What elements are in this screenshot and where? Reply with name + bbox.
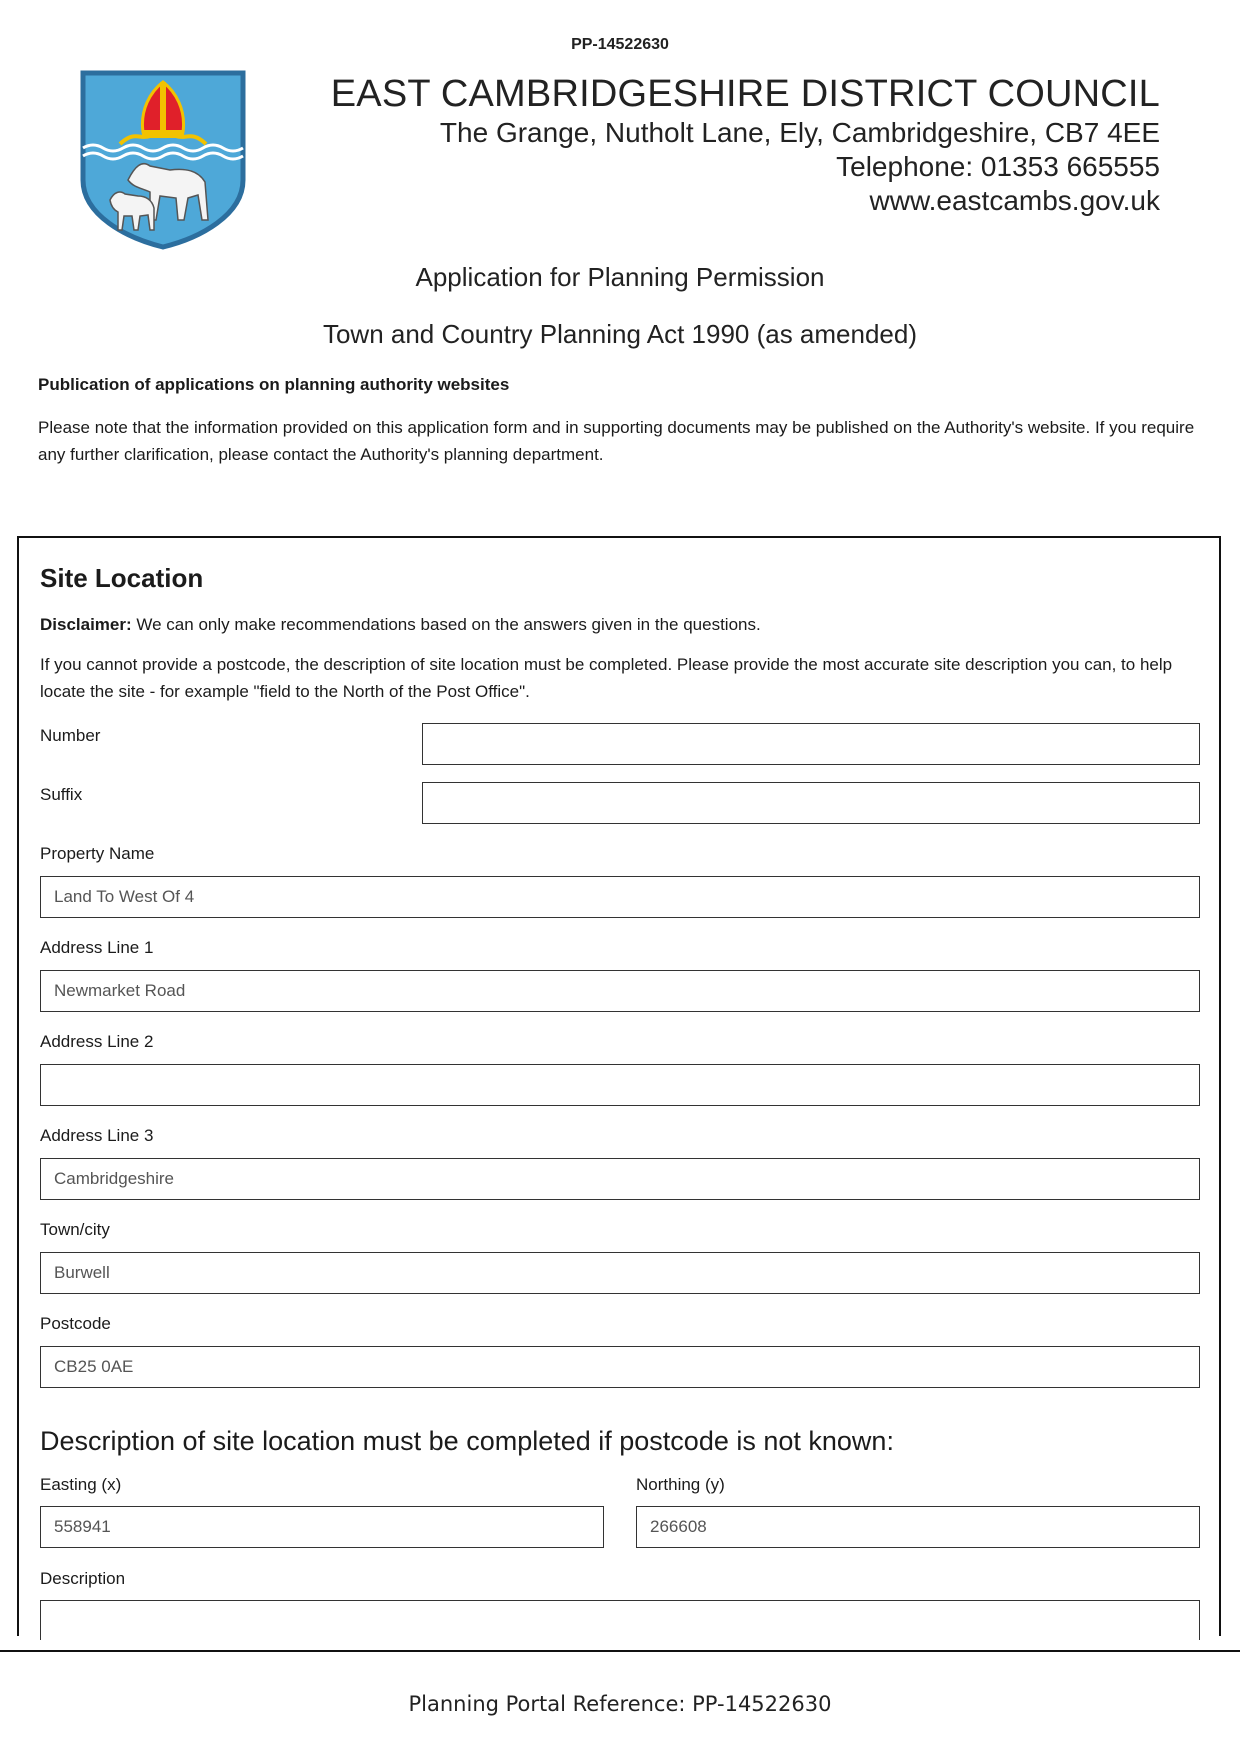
disclaimer-label: Disclaimer: bbox=[40, 615, 132, 634]
footer-reference: Planning Portal Reference: PP-14522630 bbox=[408, 1692, 832, 1716]
number-label: Number bbox=[40, 726, 101, 745]
council-address: The Grange, Nutholt Lane, Ely, Cambridgeshire, CB7 4EE bbox=[439, 117, 1160, 148]
council-telephone: Telephone: 01353 665555 bbox=[836, 151, 1160, 182]
publication-heading: Publication of applications on planning authority websites bbox=[38, 375, 510, 394]
address-line-1-label: Address Line 1 bbox=[40, 938, 154, 957]
description-label: Description bbox=[40, 1569, 126, 1588]
address-line-1-field[interactable]: Newmarket Road bbox=[40, 970, 1200, 1012]
footer-divider bbox=[0, 1650, 1240, 1652]
northing-label: Northing (y) bbox=[636, 1475, 725, 1494]
disclaimer-text: We can only make recommendations based on the answers given in the questions. bbox=[131, 615, 761, 634]
town-city-field[interactable]: Burwell bbox=[40, 1252, 1200, 1294]
form-subtitle: Town and Country Planning Act 1990 (as amended) bbox=[322, 319, 918, 349]
postcode-field[interactable]: CB25 0AE bbox=[40, 1346, 1200, 1388]
council-crest-logo bbox=[80, 70, 246, 250]
section-title: Site Location bbox=[40, 563, 204, 593]
postcode-label: Postcode bbox=[40, 1314, 111, 1333]
town-city-label: Town/city bbox=[40, 1220, 110, 1239]
description-field[interactable] bbox=[40, 1600, 1200, 1640]
disclaimer bbox=[40, 611, 1200, 638]
property-name-field[interactable]: Land To West Of 4 bbox=[40, 876, 1200, 918]
reference-number: PP-14522630 bbox=[571, 36, 669, 53]
easting-label: Easting (x) bbox=[40, 1475, 122, 1494]
number-field[interactable] bbox=[422, 723, 1200, 765]
northing-field[interactable]: 266608 bbox=[636, 1506, 1200, 1548]
easting-field[interactable]: 558941 bbox=[40, 1506, 604, 1548]
address-line-2-label: Address Line 2 bbox=[40, 1032, 154, 1051]
suffix-label: Suffix bbox=[40, 785, 83, 804]
council-website: www.eastcambs.gov.uk bbox=[869, 185, 1160, 216]
instructions-text: If you cannot provide a postcode, the description of site location must be completed. Please provide the most accurate site description you can, to help locate the site - for example "field to the North of the Post Office". bbox=[40, 655, 1173, 701]
description-heading: Description of site location must be completed if postcode is not known: bbox=[40, 1426, 894, 1456]
form-title: Application for Planning Permission bbox=[415, 262, 825, 292]
address-line-3-label: Address Line 3 bbox=[40, 1126, 154, 1145]
council-name: EAST CAMBRIDGESHIRE DISTRICT COUNCIL bbox=[330, 73, 1160, 115]
council-details bbox=[331, 72, 1160, 218]
property-name-label: Property Name bbox=[40, 844, 155, 863]
address-line-2-field[interactable] bbox=[40, 1064, 1200, 1106]
publication-text: Please note that the information provided on this application form and in supporting documents may be published on the Authority's website. If you require any further clarification, please contact the Authority's planning department. bbox=[38, 418, 1195, 464]
suffix-field[interactable] bbox=[422, 782, 1200, 824]
address-line-3-field[interactable]: Cambridgeshire bbox=[40, 1158, 1200, 1200]
